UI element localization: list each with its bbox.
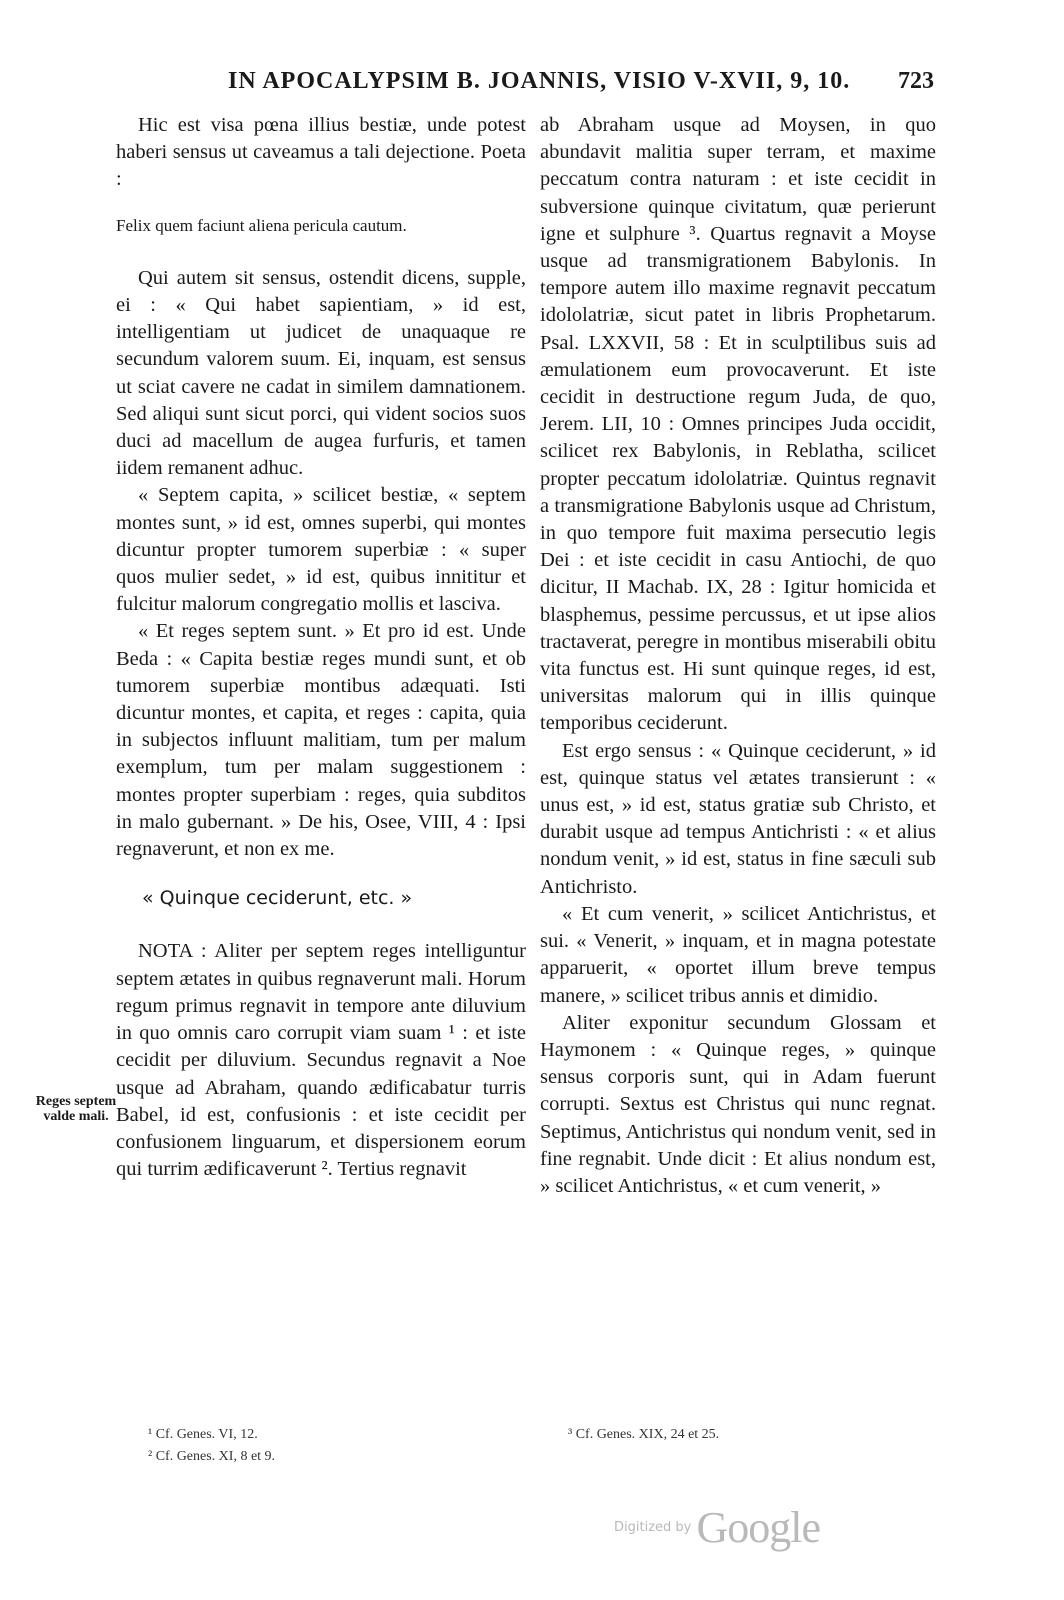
margin-note: Reges septem valde mali. bbox=[35, 1094, 117, 1124]
footnote: ³ Cf. Genes. XIX, 24 et 25. bbox=[568, 1427, 720, 1442]
footnotes-left bbox=[148, 1424, 275, 1468]
footnote: ¹ Cf. Genes. VI, 12. bbox=[148, 1427, 258, 1442]
footnote: ² Cf. Genes. XI, 8 et 9. bbox=[148, 1449, 276, 1464]
digitized-label: Digitized by bbox=[614, 1520, 692, 1535]
paragraph: « Et cum venerit, » scilicet Antichristus, et sui. « Venerit, » inquam, et in magna potestate apparuerit, « oportet illum breve tempus manere, » scilicet tribus annis et dimidio. bbox=[540, 902, 936, 1007]
right-column bbox=[540, 112, 936, 1200]
paragraph: ab Abraham usque ad Moysen, in quo abundavit malitia super terram, et maxime peccatum contra naturam : et iste cecidit in subversione quinque civitatum, quæ perierunt igne et sulphure ³. Quartus regnavit a Moyse usque ad transmigrationem Babylonis. In tempore autem illo maxime regnavit peccatum idololatriæ, sicut patet in libris Prophetarum. Psal. LXXVII, 58 : Et in sculptilibus suis ad æmulationem eum provocaverunt. Et iste cecidit in destructione regum Juda, de quo, Jerem. LII, 10 : Omnes principes Juda occidit, scilicet rex Babylonis, in Reblatha, scilicet propter peccatum idololatriæ. Quintus regnavit a transmigratione Babylonis usque ad Christum, in quo tempore fuit maxima persecutio legis Dei : et iste cecidit in casu Antiochi, de quo dicitur, II Machab. IX, 28 : Igitur homicida et blasphemus, pessime percussus, et ut ipse alios tractaverat, peregre in montibus miserabili obitu vita functus est. Hi sunt quinque reges, id est, universitas malorum qui in illis quinque temporibus ceciderunt. bbox=[540, 114, 936, 735]
section-subheading: « Quinque ceciderunt, etc. » bbox=[142, 887, 413, 910]
footnotes-right bbox=[568, 1424, 719, 1446]
paragraph: Hic est visa pœna illius bestiæ, unde potest haberi sensus ut caveamus a tali dejectione. Poeta : bbox=[116, 114, 526, 191]
running-title: IN APOCALYPSIM B. JOANNIS, VISIO V-XVII, 9, 10. bbox=[228, 68, 851, 94]
paragraph: Qui autem sit sensus, ostendit dicens, supple, ei : « Qui habet sapientiam, » id est, intelligentiam ut judicet de unaquaque re secundum valorem suum. Ei, inquam, est sensus ut sciat cavere ne cadat in similem damnationem. Sed aliqui sunt sicut porci, qui vident socios suos duci ad macellum de augea furfuris, et tamen iidem remanent adhuc. bbox=[116, 266, 526, 480]
digitized-watermark bbox=[614, 1502, 820, 1553]
running-header bbox=[0, 68, 1064, 108]
paragraph: « Et reges septem sunt. » Et pro id est. Unde Beda : « Capita bestiæ reges mundi sunt, et ob tumorem superbiæ montibus adæquati. Isti dicuntur montes, et capita, et reges : capita, quia in subjectos influunt malitiam, tum per malum exemplum, tum per malam suggestionem : montes propter superbiam : reges, quia subditos in malo gubernant. » De his, Osee, VIII, 4 : Ipsi regnaverunt, et non ex me. bbox=[116, 620, 526, 861]
google-logo: Google bbox=[696, 1503, 820, 1552]
paragraph: « Septem capita, » scilicet bestiæ, « septem montes sunt, » id est, omnes superbi, qui montes dicuntur propter tumorem superbiæ : « super quos mulier sedet, » id est, quibus innititur et fulcitur malorum congregatio mollis et lasciva. bbox=[116, 484, 526, 616]
paragraph: NOTA : Aliter per septem reges intelliguntur septem ætates in quibus regnaverunt mali. Horum regum primus regnavit in tempore ante diluvium in quo omnis caro corrupit viam suam ¹ : et iste cecidit per diluvium. Secundus regnavit a Noe usque ad Abraham, quando ædificabatur turris Babel, id est, confusionis : et iste cecidit per confusionem linguarum, et dispersionem eorum qui turrim ædificaverunt ². Tertius regnavit bbox=[116, 940, 526, 1181]
page-number: 723 bbox=[898, 68, 934, 94]
paragraph: Aliter exponitur secundum Glossam et Haymonem : « Quinque reges, » quinque sensus corporis sunt, qui in Adam fuerunt corrupti. Sextus est Christus qui nunc regnat. Septimus, Antichristus qui nondum venit, sed in fine regnabit. Unde dicit : Et alius nondum est, » scilicet Antichristus, « et cum venerit, » bbox=[540, 1011, 936, 1197]
left-column bbox=[116, 112, 526, 1183]
paragraph: Est ergo sensus : « Quinque ceciderunt, » id est, quinque status vel ætates transierunt : « unus est, » id est, status gratiæ sub Christo, et durabit usque ad tempus Antichristi : « et alius nondum venit, » id est, status in fine sæculi sub Antichristo. bbox=[540, 739, 936, 898]
verse-quote: Felix quem faciunt aliena pericula cautum. bbox=[116, 215, 407, 235]
